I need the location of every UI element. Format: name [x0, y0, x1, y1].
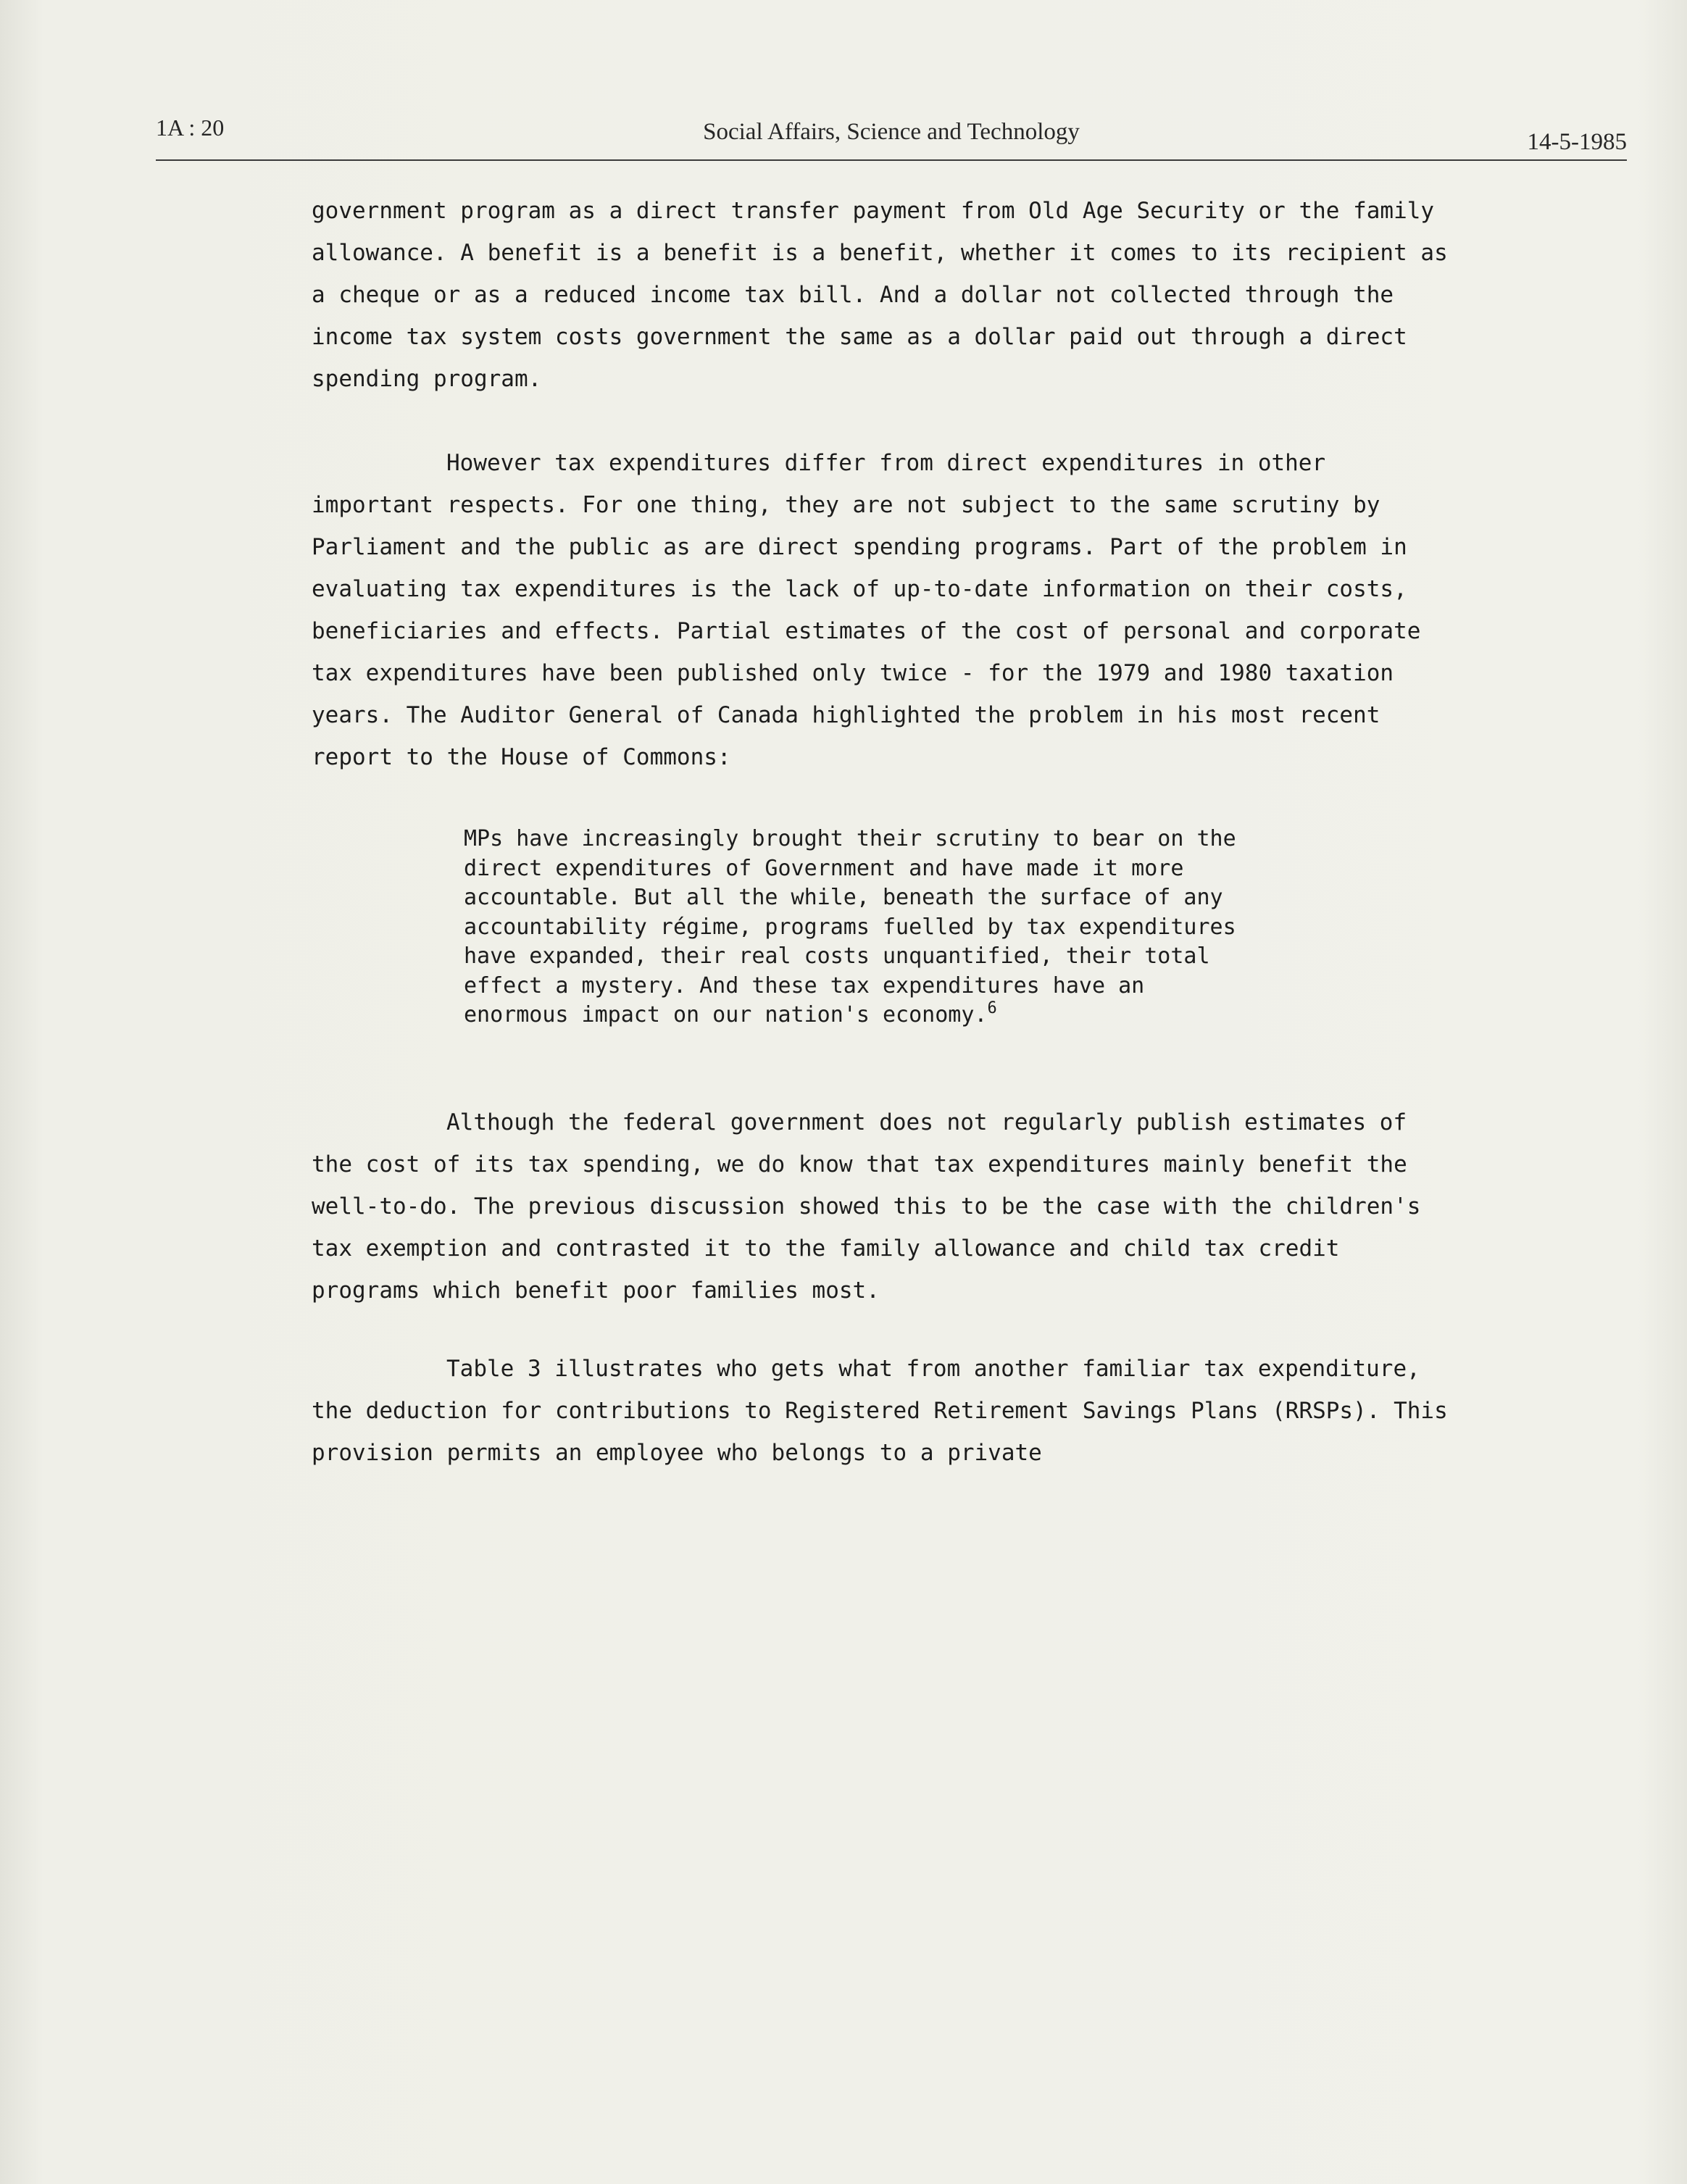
page-header: [156, 109, 1627, 161]
paragraph-2: [312, 442, 1457, 778]
paragraph-4: [312, 1348, 1457, 1474]
running-title: Social Affairs, Science and Technology: [703, 119, 1080, 145]
page-number: 1A : 20: [156, 114, 225, 141]
paragraph-1: [312, 190, 1457, 400]
block-quote-text: MPs have increasingly brought their scrutiny to bear on the direct expenditures of Government and have made it more accountable. But all the while, beneath the surface of any accountability régime, programs fuelled by tax expenditures have expanded, their real costs unquantified, their total effect a mystery. And these tax expenditures have an enormous impact on our nation's economy.: [464, 826, 1236, 1028]
paragraph-3: [312, 1101, 1457, 1312]
paragraph-4-text: Table 3 illustrates who gets what from another familiar tax expenditure, the deduction for contributions to Registered Retirement Savings Plans (RRSPs). This provision permits an employee who belongs to a private: [312, 1356, 1448, 1466]
paragraph-2-text: However tax expenditures differ from direct expenditures in other important respects. For one thing, they are not subject to the same scrutiny by Parliament and the public as are direct spending programs. Part of the problem in evaluating tax expenditures is the lack of up-to-date information on their costs, beneficiaries and effects. Partial estimates of the cost of personal and corporate tax expenditures have been published only twice - for the 1979 and 1980 taxation years. The Auditor General of Canada highlighted the problem in his most recent report to the House of Commons:: [312, 450, 1421, 770]
paragraph-1-text: government program as a direct transfer payment from Old Age Security or the family allowance. A benefit is a benefit is a benefit, whether it comes to its recipient as a cheque or as a reduced income tax bill. And a dollar not collected through the income tax system costs government the same as a dollar paid out through a direct spending program.: [312, 198, 1448, 392]
paragraph-3-text: Although the federal government does not regularly publish estimates of the cost of its tax spending, we do know that tax expenditures mainly benefit the well-to-do. The previous discussion showed this to be the case with the children's tax exemption and contrasted it to the family allowance and child tax credit programs which benefit poor families most.: [312, 1109, 1421, 1304]
header-date: 14-5-1985: [1527, 129, 1627, 155]
block-quote: [464, 825, 1261, 1030]
footnote-marker: 6: [987, 999, 997, 1017]
